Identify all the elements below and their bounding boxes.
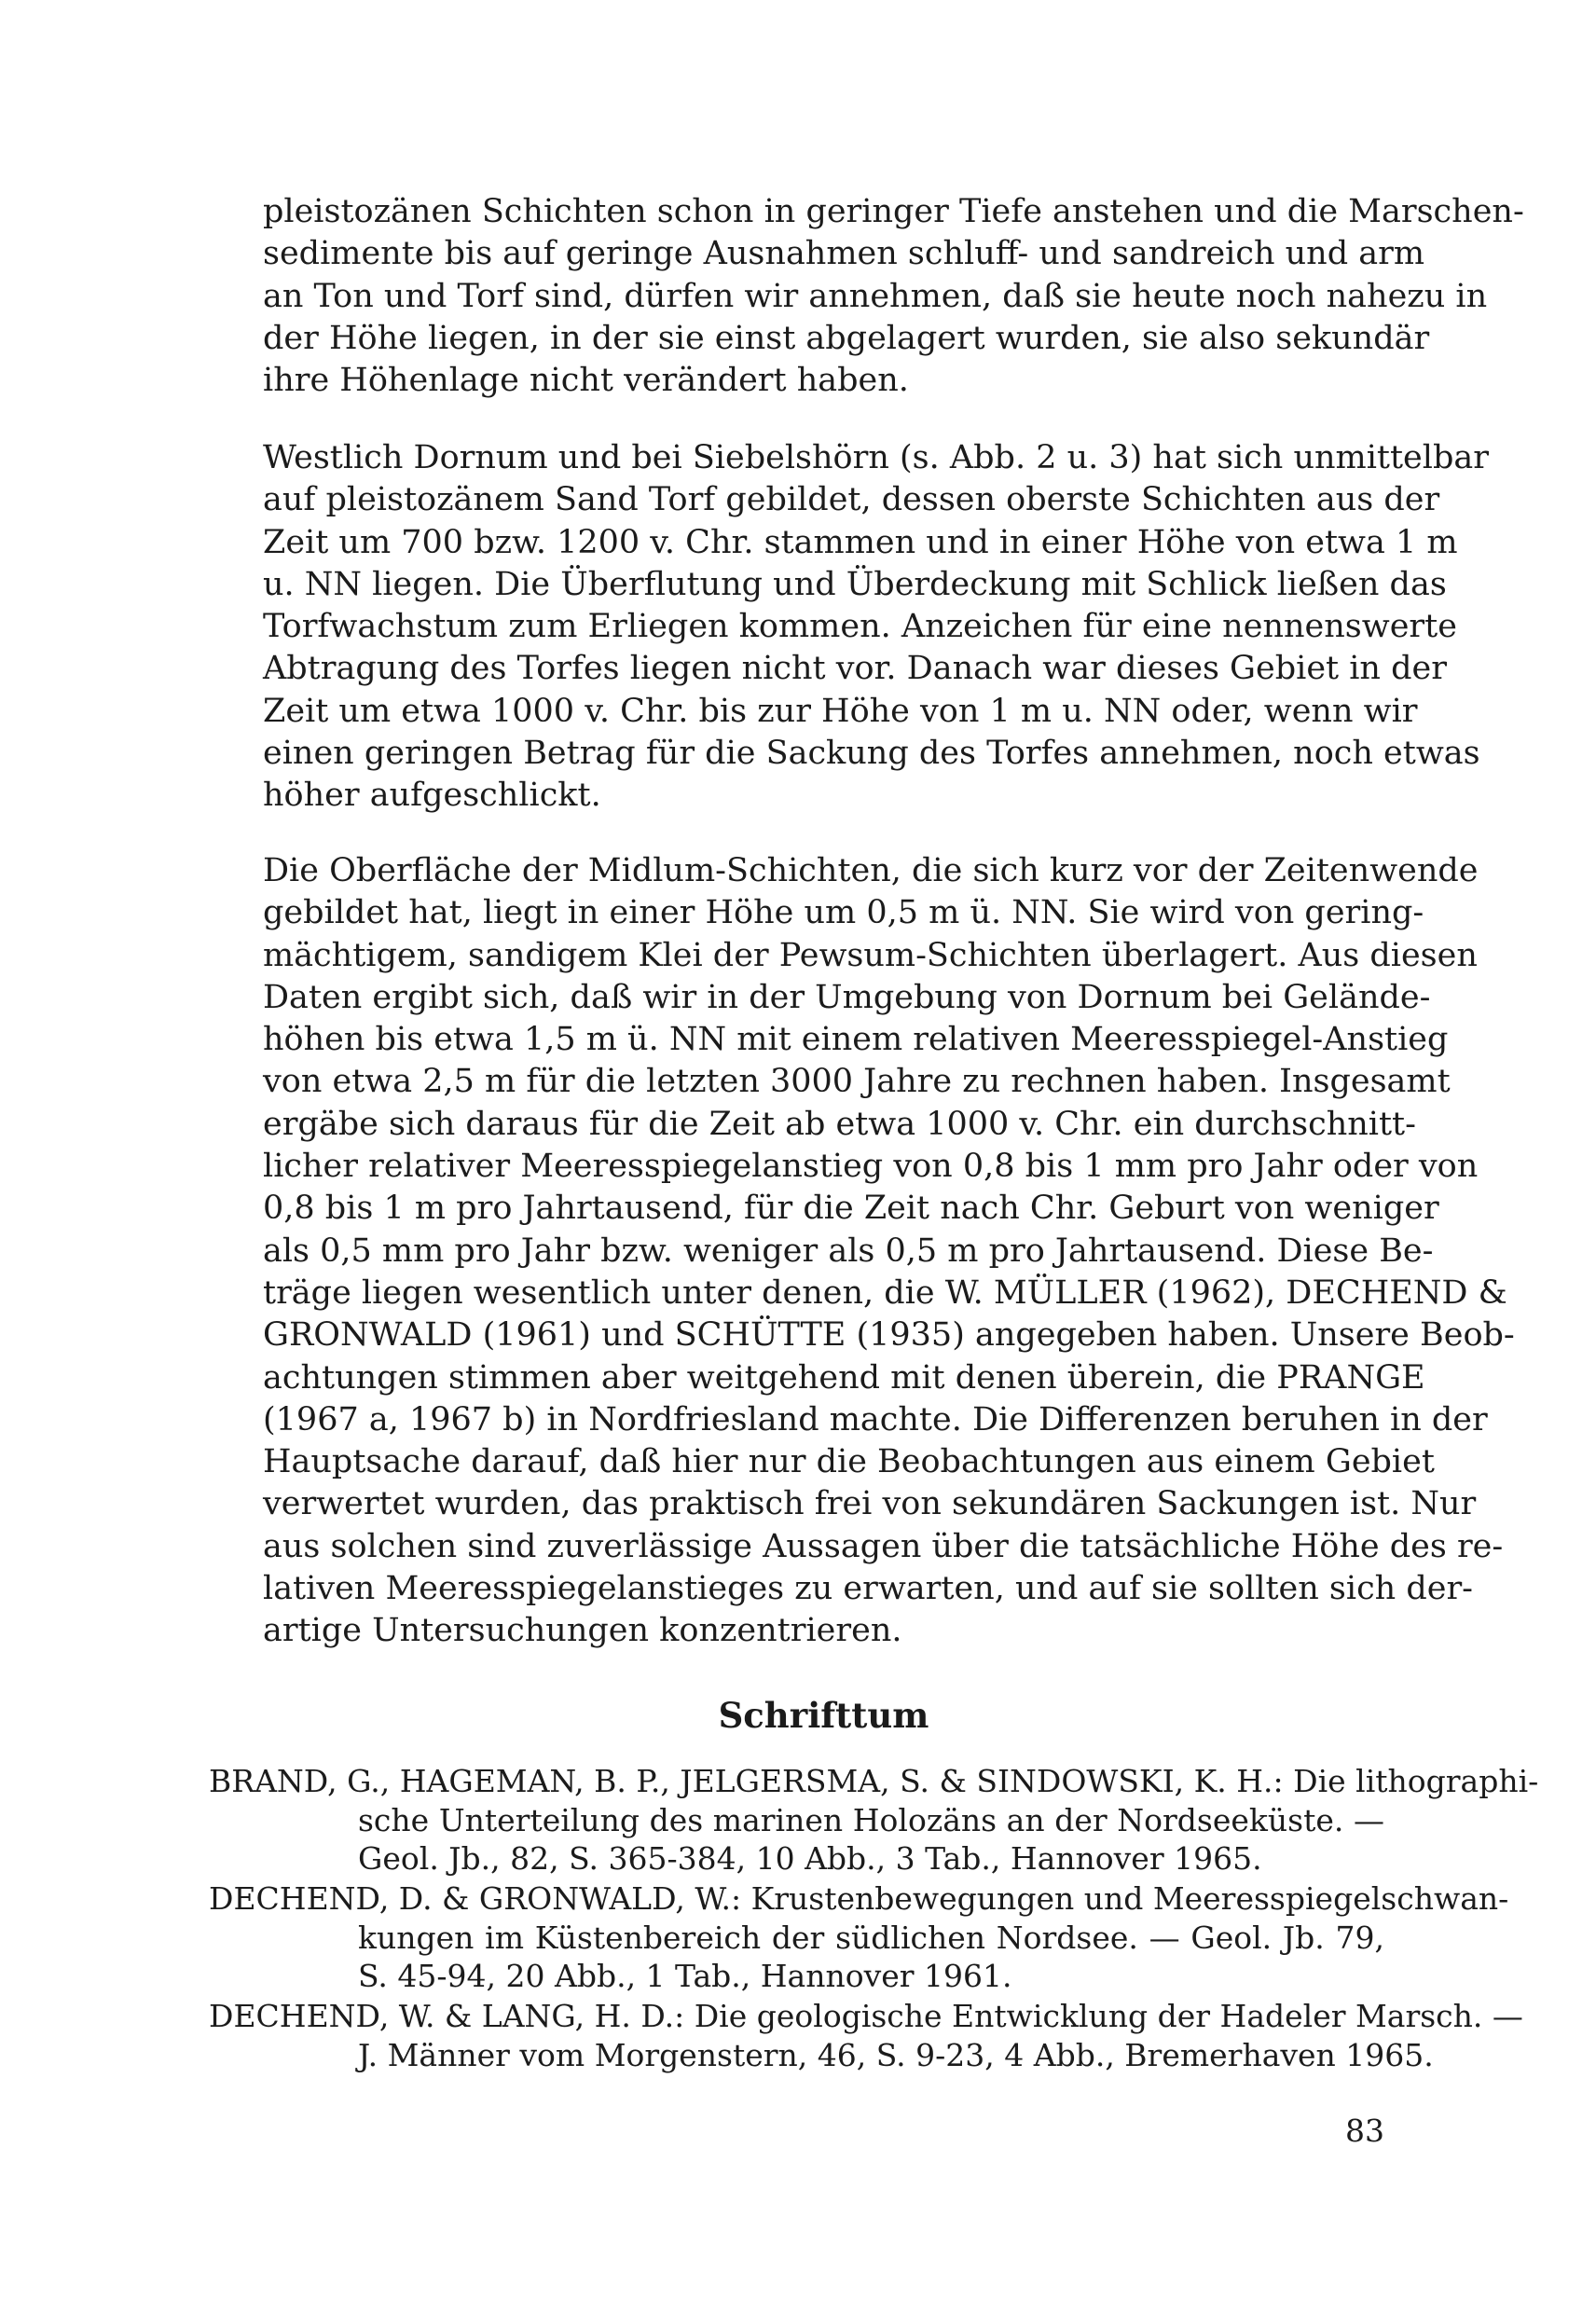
body-paragraph-3 <box>263 850 1515 1653</box>
reference-entry <box>209 1879 1509 1996</box>
reference-line: J. Männer vom Morgenstern, 46, S. 9-23, 4 Abb., Bremerhaven 1965. <box>358 2036 1434 2073</box>
text-line: pleistozänen Schichten schon in geringer Tiefe anstehen und die Marschen- <box>263 193 1524 230</box>
reference-entry <box>209 1762 1539 1878</box>
text-line: Torfwachstum zum Erliegen kommen. Anzeichen für eine nennenswerte <box>263 608 1457 646</box>
text-line: verwertet wurden, das praktisch frei von sekundären Sackungen ist. Nur <box>263 1485 1477 1523</box>
text-line: Abtragung des Torfes liegen nicht vor. Danach war dieses Gebiet in der <box>263 650 1447 688</box>
text-line: aus solchen sind zuverlässige Aussagen über die tatsächliche Höhe des re- <box>263 1527 1504 1565</box>
text-line: ihre Höhenlage nicht verändert haben. <box>263 362 909 400</box>
text-line: Die Oberfläche der Midlum-Schichten, die sich kurz vor der Zeitenwende <box>263 852 1479 889</box>
text-line: einen geringen Betrag für die Sackung des Torfes annehmen, noch etwas <box>263 735 1480 773</box>
section-heading: Schrifttum <box>718 1695 929 1736</box>
text-line: Hauptsache darauf, daß hier nur die Beobachtungen aus einem Gebiet <box>263 1443 1435 1481</box>
text-line: achtungen stimmen aber weitgehend mit denen überein, die PRANGE <box>263 1358 1425 1397</box>
text-line: auf pleistozänem Sand Torf gebildet, dessen oberste Schichten aus der <box>263 481 1440 519</box>
text-line: 0,8 bis 1 m pro Jahrtausend, für die Zeit nach Chr. Geburt von weniger <box>263 1190 1439 1228</box>
reference-line: kungen im Küstenbereich der südlichen Nordsee. — Geol. Jb. 79, <box>358 1919 1384 1956</box>
text-line: höhen bis etwa 1,5 m ü. NN mit einem relativen Meeresspiegel-Anstieg <box>263 1021 1449 1059</box>
text-line: ergäbe sich daraus für die Zeit ab etwa 1000 v. Chr. ein durchschnitt- <box>263 1105 1416 1143</box>
text-line: licher relativer Meeresspiegelanstieg von 0,8 bis 1 mm pro Jahr oder von <box>263 1148 1479 1186</box>
reference-line: DECHEND, W. & LANG, H. D.: Die geologische Entwicklung der Hadeler Marsch. — <box>209 1998 1523 2034</box>
text-line: (1967 a, 1967 b) in Nordfriesland machte. Die Differenzen beruhen in der <box>263 1400 1488 1438</box>
reference-line: S. 45-94, 20 Abb., 1 Tab., Hannover 1961. <box>358 1958 1012 1994</box>
text-line: Daten ergibt sich, daß wir in der Umgebung von Dornum bei Gelände- <box>263 978 1431 1016</box>
text-line: von etwa 2,5 m für die letzten 3000 Jahre zu rechnen haben. Insgesamt <box>263 1063 1451 1101</box>
text-line: gebildet hat, liegt in einer Höhe um 0,5 m ü. NN. Sie wird von gering- <box>263 894 1424 932</box>
text-line: an Ton und Torf sind, dürfen wir annehmen, daß sie heute noch nahezu in <box>263 277 1488 315</box>
reference-line: BRAND, G., HAGEMAN, B. P., JELGERSMA, S. & SINDOWSKI, K. H.: Die lithographi- <box>209 1763 1539 1799</box>
text-line: Zeit um etwa 1000 v. Chr. bis zur Höhe von 1 m u. NN oder, wenn wir <box>263 692 1418 730</box>
reference-line: Geol. Jb., 82, S. 365-384, 10 Abb., 3 Tab., Hannover 1965. <box>358 1840 1262 1877</box>
page-number: 83 <box>1345 2112 1384 2149</box>
text-line: Zeit um 700 bzw. 1200 v. Chr. stammen und in einer Höhe von etwa 1 m <box>263 523 1458 561</box>
text-line: der Höhe liegen, in der sie einst abgelagert wurden, sie also sekundär <box>263 319 1430 357</box>
reference-line: sche Unterteilung des marinen Holozäns an der Nordseeküste. — <box>358 1801 1384 1838</box>
text-line: sedimente bis auf geringe Ausnahmen schluff- und sandreich und arm <box>263 235 1425 273</box>
text-line: Westlich Dornum und bei Siebelshörn (s. Abb. 2 u. 3) hat sich unmittelbar <box>263 439 1489 476</box>
reference-line: DECHEND, D. & GRONWALD, W.: Krustenbewegungen und Meeresspiegelschwan- <box>209 1880 1509 1917</box>
body-paragraph-1 <box>263 191 1524 402</box>
text-line: als 0,5 mm pro Jahr bzw. weniger als 0,5 m pro Jahrtausend. Diese Be- <box>263 1232 1434 1270</box>
text-line: GRONWALD (1961) und SCHÜTTE (1935) angegeben haben. Unsere Beob- <box>263 1316 1515 1355</box>
text-line: artige Untersuchungen konzentrieren. <box>263 1612 902 1650</box>
text-line: träge liegen wesentlich unter denen, die W. MÜLLER (1962), DECHEND & <box>263 1273 1507 1312</box>
text-line: höher aufgeschlickt. <box>263 777 601 815</box>
text-line: u. NN liegen. Die Überflutung und Überdeckung mit Schlick ließen das <box>263 565 1447 603</box>
text-line: mächtigem, sandigem Klei der Pewsum-Schichten überlagert. Aus diesen <box>263 936 1478 974</box>
body-paragraph-2 <box>263 437 1489 818</box>
text-line: lativen Meeresspiegelanstieges zu erwarten, und auf sie sollten sich der- <box>263 1570 1474 1608</box>
reference-entry <box>209 1997 1523 2074</box>
